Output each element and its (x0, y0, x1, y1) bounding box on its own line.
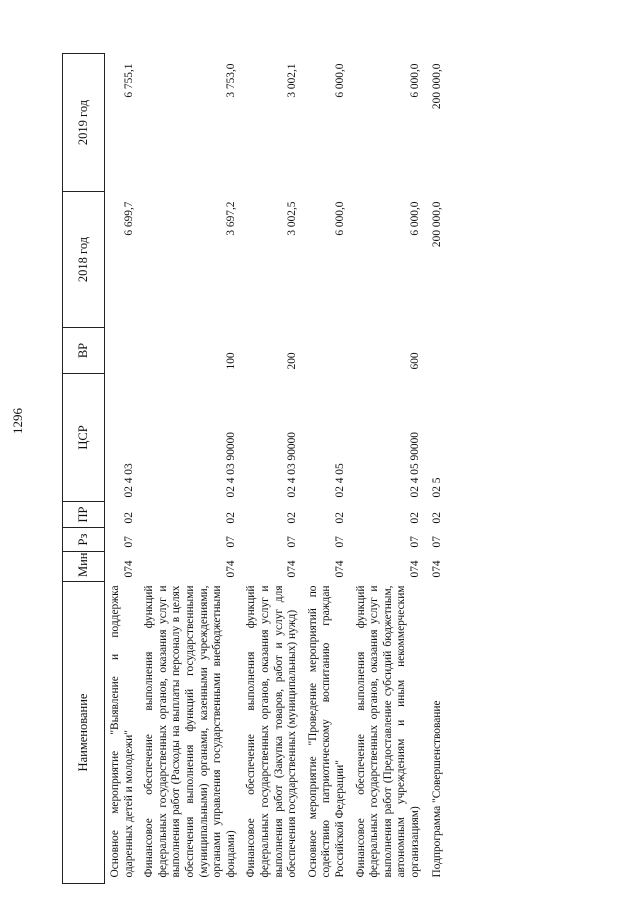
header-name: Наименование (63, 582, 105, 884)
row-vr (105, 328, 140, 374)
header-min: Мин (63, 552, 105, 582)
table-row (425, 54, 448, 884)
row-rz: 07 (408, 536, 421, 548)
row-name: Основное мероприятие "Проведение мероприятий по содействию патриотическому воспитанию граждан Российской Федерации" (306, 585, 346, 878)
row-min: 074 (224, 560, 237, 578)
header-2018: 2018 год (63, 192, 105, 328)
page-number: 1296 (10, 408, 25, 434)
row-csr: 02 4 03 (122, 463, 135, 498)
row-2018: 6 699,7 (122, 201, 135, 236)
rotated-page-content (62, 54, 582, 884)
row-2018: 6 000,0 (408, 201, 421, 236)
row-pr: 02 (333, 512, 346, 524)
row-name: Основное мероприятие "Выявление и поддержка одаренных детей и молодежи" (109, 585, 135, 878)
row-csr: 02 5 (431, 477, 444, 498)
row-name: Подпрограмма "Совершенствование (431, 700, 444, 878)
row-rz: 07 (431, 536, 444, 548)
header-vr: ВР (63, 328, 105, 374)
row-rz: 07 (122, 536, 135, 548)
row-vr (425, 328, 448, 374)
table-row (241, 54, 302, 884)
row-min: 074 (333, 560, 346, 578)
row-csr: 02 4 03 90000 (224, 432, 237, 498)
row-pr: 02 (286, 512, 299, 524)
row-vr: 100 (224, 352, 237, 370)
row-name: Финансовое обеспечение выполнения функций федеральных государственных органов, оказания услуг и выполнения работ (Расходы на выплаты персоналу в целях обеспечения выполнения функций государственными (муниципальными) органами, казенными учреждениями, органами управления государственными внебюджетными фондами) (143, 585, 237, 878)
header-rz: Рз (63, 528, 105, 552)
row-vr: 200 (286, 352, 299, 370)
row-pr: 02 (431, 512, 444, 524)
row-name: Финансовое обеспечение выполнения функций федеральных государственных органов, оказания услуг и выполнения работ (Закупка товаров, работ и услуг для обеспечения государственных (муниципальных) нужд) (245, 585, 299, 878)
header-pr: ПР (63, 502, 105, 528)
row-2018: 6 000,0 (333, 201, 346, 236)
row-name: Финансовое обеспечение выполнения функций федеральных государственных органов, оказания услуг и выполнения работ (Предоставление субсидий бюджетным, автономным учреждениям и иным некоммерческим организациям) (354, 585, 421, 878)
row-2019: 3 753,0 (224, 63, 237, 98)
header-2019: 2019 год (63, 54, 105, 192)
table-row (105, 54, 140, 884)
row-pr: 02 (122, 512, 135, 524)
row-2019: 6 000,0 (408, 63, 421, 98)
budget-table (62, 53, 448, 884)
row-min: 074 (286, 560, 299, 578)
row-2018: 200 000,0 (431, 201, 444, 248)
row-csr: 02 4 03 90000 (286, 432, 299, 498)
row-csr: 02 4 05 (333, 463, 346, 498)
row-csr: 02 4 05 90000 (408, 432, 421, 498)
row-pr: 02 (408, 512, 421, 524)
row-min: 074 (431, 560, 444, 578)
table-row (303, 54, 351, 884)
row-rz: 07 (333, 536, 346, 548)
table-header-row (63, 54, 105, 884)
row-vr: 600 (408, 352, 421, 370)
table-row (139, 54, 241, 884)
row-2019: 6 000,0 (333, 63, 346, 98)
row-rz: 07 (224, 536, 237, 548)
row-2018: 3 697,2 (224, 201, 237, 236)
row-2019: 6 755,1 (122, 63, 135, 98)
row-vr (303, 328, 351, 374)
row-min: 074 (408, 560, 421, 578)
row-rz: 07 (286, 536, 299, 548)
row-2018: 3 002,5 (286, 201, 299, 236)
row-2019: 3 002,1 (286, 63, 299, 98)
row-pr: 02 (224, 512, 237, 524)
table-row (351, 54, 426, 884)
row-min: 074 (122, 560, 135, 578)
header-csr: ЦСР (63, 374, 105, 502)
row-2019: 200 000,0 (431, 63, 444, 110)
